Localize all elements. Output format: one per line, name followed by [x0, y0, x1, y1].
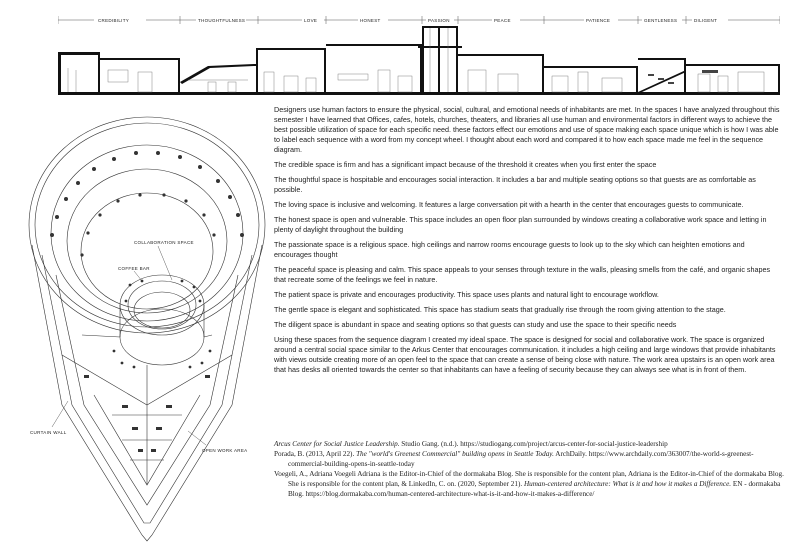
paragraph: The honest space is open and vulnerable. This space includes an open floor plan surrounded by windows creating a collaborative work space and letting in plenty of daylight throughout the building — [274, 215, 767, 234]
floor-plan-drawing — [22, 105, 272, 545]
reference-title: Human-centered architecture: What is it and how it makes a Difference. — [523, 480, 732, 488]
plan-label-open-work-area: OPEN WORK AREA — [202, 448, 248, 453]
reference-title: Arcus Center for Social Justice Leadership. — [274, 440, 400, 448]
sequence-label: PASSION — [428, 18, 450, 23]
paragraph: The credible space is firm and has a significant impact because of the threshold it creates when you first enter the space — [274, 160, 657, 169]
reference-item — [274, 439, 786, 449]
section-profile — [58, 26, 780, 95]
reference-title: The "world's Greenest Commercial" building opens in Seattle Today. — [356, 450, 554, 458]
paragraph: The thoughtful space is hospitable and encourages social interaction. It includes a bar and multiple seating options so that guests are as comfortable as possible. — [274, 175, 756, 194]
reference-text: ArchDaily. https://www.archdaily.com/363007/the-world-s-greenest-commercial-building-opens-in-seattle-today — [288, 450, 754, 468]
sequence-section-diagram — [58, 8, 780, 100]
paragraph: Using these spaces from the sequence diagram I created my ideal space. The space is designed for social and collaborative work. The space is organized around a central social space similar to the Arkus Center that encourages communication. it includes a high ceiling and large windows that provide inhabitants with views outside creating more of an open feel to the space that can create a sense of being close with nature. The work area upstairs is an open work area that has desks all oriented towards the center so that inhabitants can have a feeling of security because they can always see what is in front of them. — [274, 335, 776, 374]
sequence-label: LOVE — [304, 18, 318, 23]
reference-text: Voegeli, A., Adriana Voegeli Adriana is the Editor-in-Chief of the dormakaba Blog. She is responsible for the content plan, Adriana is the Editor-in-Chief of the dormakaba Blog. She is responsible for the content plan, & LinkedIn, C. on. (2020, September 21). — [274, 470, 784, 488]
references — [274, 439, 786, 499]
paragraph: The patient space is private and encourages productivity. This space uses plants and natural light to encourage workflow. — [274, 290, 659, 299]
paragraph: The peaceful space is pleasing and calm. This space appeals to your senses through texture in the walls, pleasing smells from the café, and organic shapes that recreate some of the feelings we feel in nature. — [274, 265, 771, 284]
reference-text: Studio Gang. (n.d.). https://studiogang.com/project/arcus-center-for-social-justice-leadership — [399, 440, 668, 448]
reference-text: EN - dormakaba Blog. https://blog.dormakaba.com/human-centered-architecture-what-is-it-and-how-it-makes-a-difference/ — [288, 480, 781, 498]
plan-label-collaboration: COLLABORATION SPACE — [134, 240, 194, 245]
sequence-label: GENTLENESS — [644, 18, 678, 23]
paragraph: The gentle space is elegant and sophisticated. This space has stadium seats that gradually rise through the room giving attention to the stage. — [274, 305, 726, 314]
reference-text: Poradа, B. (2013, April 22). — [274, 450, 357, 458]
paragraph: Designers use human factors to ensure the physical, social, cultural, and emotional needs of inhabitants are met. In the spaces I have analyzed throughout this semester I have learned that Offices, cafes, hotels, churches, theaters, and libraries all use human and environmental factors in different ways to achieve the best possible utilization of space for each specific need. these factors effect our emotions and use of space making each space unique which is how I was able to label each sequence with a word from my concept wheel. I thought about each word and compared it to how each space made me feel in the sequence diagram. — [274, 105, 780, 154]
paragraph: The passionate space is a religious space. high ceilings and narrow rooms encourage guests to look up to the sky which can heighten emotions and encourages thought — [274, 240, 745, 259]
sequence-label: CREDIBILITY — [98, 18, 130, 23]
sequence-label: PEACE — [494, 18, 511, 23]
reference-item — [274, 449, 786, 469]
plan-label-coffee-bar: COFFEE BAR — [118, 266, 150, 271]
sequence-label: DILIGENT — [694, 18, 718, 23]
plan-label-curtain-wall: CURTAIN WALL — [30, 430, 67, 435]
paragraph: The loving space is inclusive and welcoming. It features a large conversation pit with a hearth in the center that encourages guests to communicate. — [274, 200, 744, 209]
sequence-label: PATIENCE — [586, 18, 611, 23]
reference-item — [274, 469, 786, 499]
sequence-label: HONEST — [360, 18, 381, 23]
sequence-label: THOUGHTFULNESS — [198, 18, 246, 23]
essay-text — [274, 105, 782, 380]
paragraph: The diligent space is abundant in space and seating options so that guests can study and use the space to their specific needs — [274, 320, 677, 329]
